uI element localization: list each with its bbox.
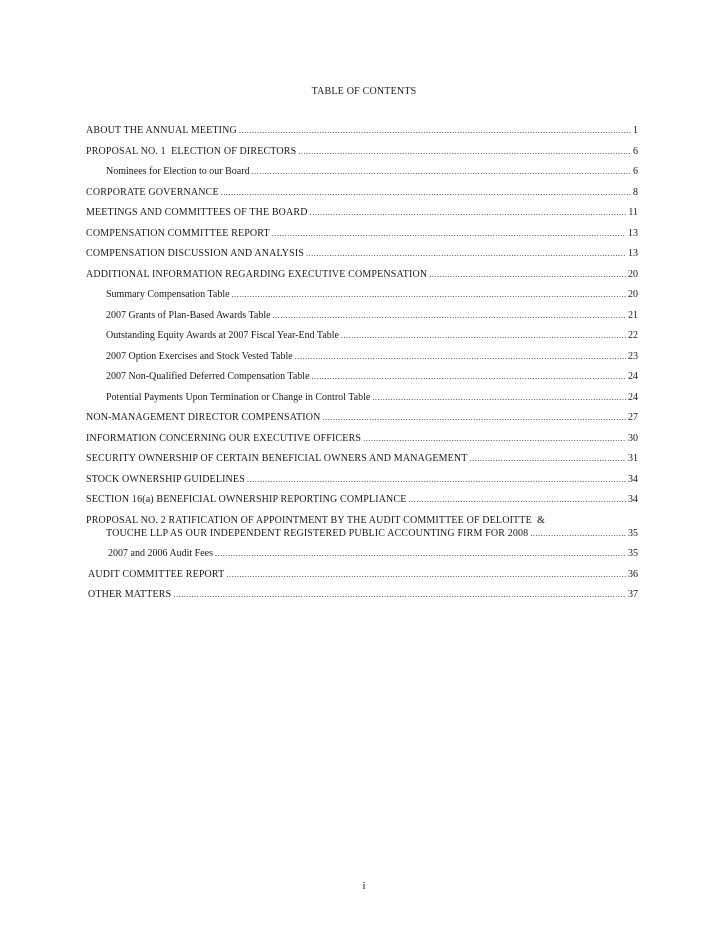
toc-entry-page: 20 (628, 268, 638, 280)
toc-entry-continuation (86, 527, 638, 540)
dot-leader (247, 473, 626, 486)
dot-leader (295, 350, 626, 363)
toc-entry-page: 37 (628, 589, 638, 600)
toc-entry-page: 8 (633, 186, 638, 198)
toc-entry-label: STOCK OWNERSHIP GUIDELINES (86, 473, 245, 485)
toc-entry-label: OTHER MATTERS (88, 589, 172, 600)
toc-entry-page: 20 (628, 289, 638, 300)
dot-leader (215, 547, 626, 560)
toc-entry-label: AUDIT COMMITTEE REPORT (88, 568, 225, 580)
dot-leader (306, 247, 626, 260)
toc-entry-page: 31 (628, 453, 638, 464)
toc-entry-label-continued: TOUCHE LLP AS OUR INDEPENDENT REGISTERED PUBLIC ACCOUNTING FIRM FOR 2008 (106, 527, 529, 539)
toc-entry-page: 24 (628, 371, 638, 382)
toc-entry-label: 2007 Option Exercises and Stock Vested Table (106, 350, 293, 362)
toc-entry-audit-committee-report[interactable] (86, 568, 638, 581)
dot-leader (239, 124, 631, 137)
toc-entry-label: PROPOSAL NO. 2 RATIFICATION OF APPOINTMENT BY THE AUDIT COMMITTEE OF DELOITTE & (86, 514, 546, 526)
toc-entry-proposal-1[interactable] (86, 145, 638, 158)
toc-entry-page: 27 (628, 412, 638, 423)
dot-leader (226, 568, 626, 581)
toc-entry-label: ADDITIONAL INFORMATION REGARDING EXECUTIVE COMPENSATION (86, 268, 428, 280)
dot-leader (409, 493, 626, 506)
dot-leader (252, 165, 631, 178)
toc-entry-label: Potential Payments Upon Termination or Change in Control Table (106, 391, 371, 403)
toc-entry-proposal-2[interactable] (86, 514, 638, 540)
toc-entry-corporate-governance[interactable] (86, 186, 638, 199)
dot-leader (310, 206, 627, 219)
toc-entry-security-ownership[interactable] (86, 452, 638, 465)
toc-entry-label: 2007 Grants of Plan-Based Awards Table (106, 309, 271, 321)
dot-leader (363, 432, 626, 445)
toc-entry-page: 6 (633, 145, 638, 157)
dot-leader (272, 227, 626, 240)
table-of-contents (86, 124, 638, 609)
toc-entry-nominees[interactable] (86, 165, 638, 178)
dot-leader (429, 268, 626, 281)
toc-entry-outstanding-equity-awards[interactable] (86, 329, 638, 342)
toc-entry-potential-payments[interactable] (86, 391, 638, 404)
toc-entry-label: COMPENSATION COMMITTEE REPORT (86, 227, 270, 239)
toc-entry-label: 2007 Non-Qualified Deferred Compensation Table (106, 371, 310, 382)
dot-leader (173, 588, 626, 601)
toc-entry-page: 35 (628, 527, 638, 539)
toc-entry-label: SECURITY OWNERSHIP OF CERTAIN BENEFICIAL OWNERS AND MANAGEMENT (86, 453, 468, 464)
toc-entry-page: 22 (628, 330, 638, 341)
dot-leader (530, 527, 626, 540)
dot-leader (273, 309, 626, 322)
toc-entry-label: SECTION 16(a) BENEFICIAL OWNERSHIP REPORTING COMPLIANCE (86, 494, 407, 505)
toc-entry-page: 36 (628, 568, 638, 580)
toc-entry-label: COMPENSATION DISCUSSION AND ANALYSIS (86, 248, 305, 259)
toc-entry-page: 6 (633, 166, 638, 177)
toc-entry-page: 34 (628, 494, 638, 505)
dot-leader (470, 452, 626, 465)
toc-entry-label: 2007 and 2006 Audit Fees (108, 548, 213, 559)
dot-leader (322, 411, 626, 424)
toc-entry-about-annual-meeting[interactable] (86, 124, 638, 137)
toc-entry-page: 30 (628, 432, 638, 444)
toc-entry-compensation-committee-report[interactable] (86, 227, 638, 240)
dot-leader (312, 370, 626, 383)
toc-entry-option-exercises[interactable] (86, 350, 638, 363)
toc-entry-label: NON-MANAGEMENT DIRECTOR COMPENSATION (86, 412, 321, 423)
toc-entry-label: ABOUT THE ANNUAL MEETING (86, 125, 237, 136)
toc-entry-label: MEETINGS AND COMMITTEES OF THE BOARD (86, 207, 308, 218)
toc-entry-page: 1 (633, 125, 638, 136)
page-title: TABLE OF CONTENTS (311, 86, 417, 97)
toc-entry-page: 23 (628, 350, 638, 362)
toc-entry-page: 13 (628, 227, 638, 239)
toc-entry-summary-compensation-table[interactable] (86, 288, 638, 301)
toc-entry-label: PROPOSAL NO. 1 ELECTION OF DIRECTORS (86, 145, 297, 157)
toc-entry-page: 13 (628, 248, 638, 259)
toc-entry-additional-information[interactable] (86, 268, 638, 281)
page-number: i (362, 880, 366, 892)
toc-entry-section-16a[interactable] (86, 493, 638, 506)
toc-entry-audit-fees[interactable] (86, 547, 638, 560)
toc-entry-meetings-committees[interactable] (86, 206, 638, 219)
toc-entry-label: Summary Compensation Table (106, 289, 230, 300)
toc-entry-label: CORPORATE GOVERNANCE (86, 186, 219, 198)
dot-leader (372, 391, 626, 404)
toc-entry-compensation-discussion[interactable] (86, 247, 638, 260)
dot-leader (232, 288, 626, 301)
toc-entry-executive-officers[interactable] (86, 432, 638, 445)
toc-entry-label: Outstanding Equity Awards at 2007 Fiscal Year-End Table (106, 330, 339, 341)
toc-entry-grants-plan-based-awards[interactable] (86, 309, 638, 322)
toc-entry-deferred-compensation[interactable] (86, 370, 638, 383)
dot-leader (221, 186, 631, 199)
toc-entry-label: INFORMATION CONCERNING OUR EXECUTIVE OFFICERS (86, 432, 362, 444)
toc-entry-label: Nominees for Election to our Board (106, 166, 250, 177)
toc-entry-page: 11 (628, 207, 638, 218)
toc-entry-page: 34 (628, 473, 638, 485)
toc-entry-stock-ownership-guidelines[interactable] (86, 473, 638, 486)
toc-entry-page: 24 (628, 391, 638, 403)
dot-leader (298, 145, 631, 158)
toc-entry-director-compensation[interactable] (86, 411, 638, 424)
dot-leader (341, 329, 626, 342)
toc-entry-page: 35 (628, 548, 638, 559)
toc-entry-page: 21 (628, 309, 638, 321)
toc-entry-other-matters[interactable] (86, 588, 638, 601)
